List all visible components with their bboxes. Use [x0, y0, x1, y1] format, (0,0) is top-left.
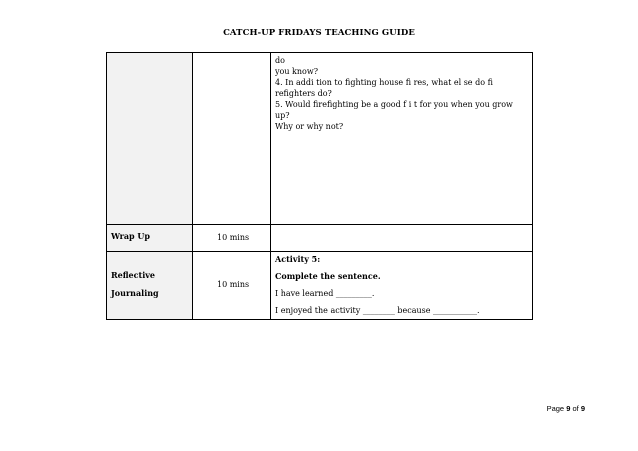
label-line: Journaling	[111, 288, 159, 298]
activity-heading: Activity 5:	[275, 254, 321, 264]
sentence-prompt: I have learned _________.	[275, 289, 375, 298]
table-cell-content	[271, 252, 533, 320]
content-line: 5. Would firefighting be a good f i t for you when you grow	[275, 100, 513, 109]
activity-instruction: Complete the sentence.	[275, 271, 381, 281]
content-line: 4. In addi tion to fighting house fi res, what el se do fi	[275, 78, 493, 87]
content-line: up?	[275, 111, 290, 120]
teaching-guide-table	[106, 52, 533, 320]
content-line: Why or why not?	[275, 122, 344, 131]
time-allotment: 10 mins	[193, 252, 271, 320]
table-row	[107, 53, 533, 225]
page-title: CATCH-UP FRIDAYS TEACHING GUIDE	[223, 28, 415, 38]
time-allotment: 10 mins	[193, 225, 271, 252]
table-cell-time	[193, 53, 271, 225]
table-row	[107, 225, 533, 252]
table-cell-label	[107, 53, 193, 225]
table-cell-content	[271, 225, 533, 252]
section-label-reflective-journaling	[107, 252, 193, 320]
page-number-footer	[547, 404, 585, 413]
content-line: you know?	[275, 67, 318, 76]
page-label: Page	[546, 404, 565, 413]
section-label-wrap-up: Wrap Up	[107, 225, 193, 252]
of-label: of	[572, 404, 579, 413]
content-line: refighters do?	[275, 89, 332, 98]
table-cell-content	[271, 53, 533, 225]
page-total: 9	[580, 404, 585, 413]
page-number: 9	[566, 404, 571, 413]
content-line: do	[275, 56, 285, 65]
label-line: Reflective	[111, 270, 155, 280]
sentence-prompt: I enjoyed the activity ________ because ___________.	[275, 306, 480, 315]
table-row	[107, 252, 533, 320]
